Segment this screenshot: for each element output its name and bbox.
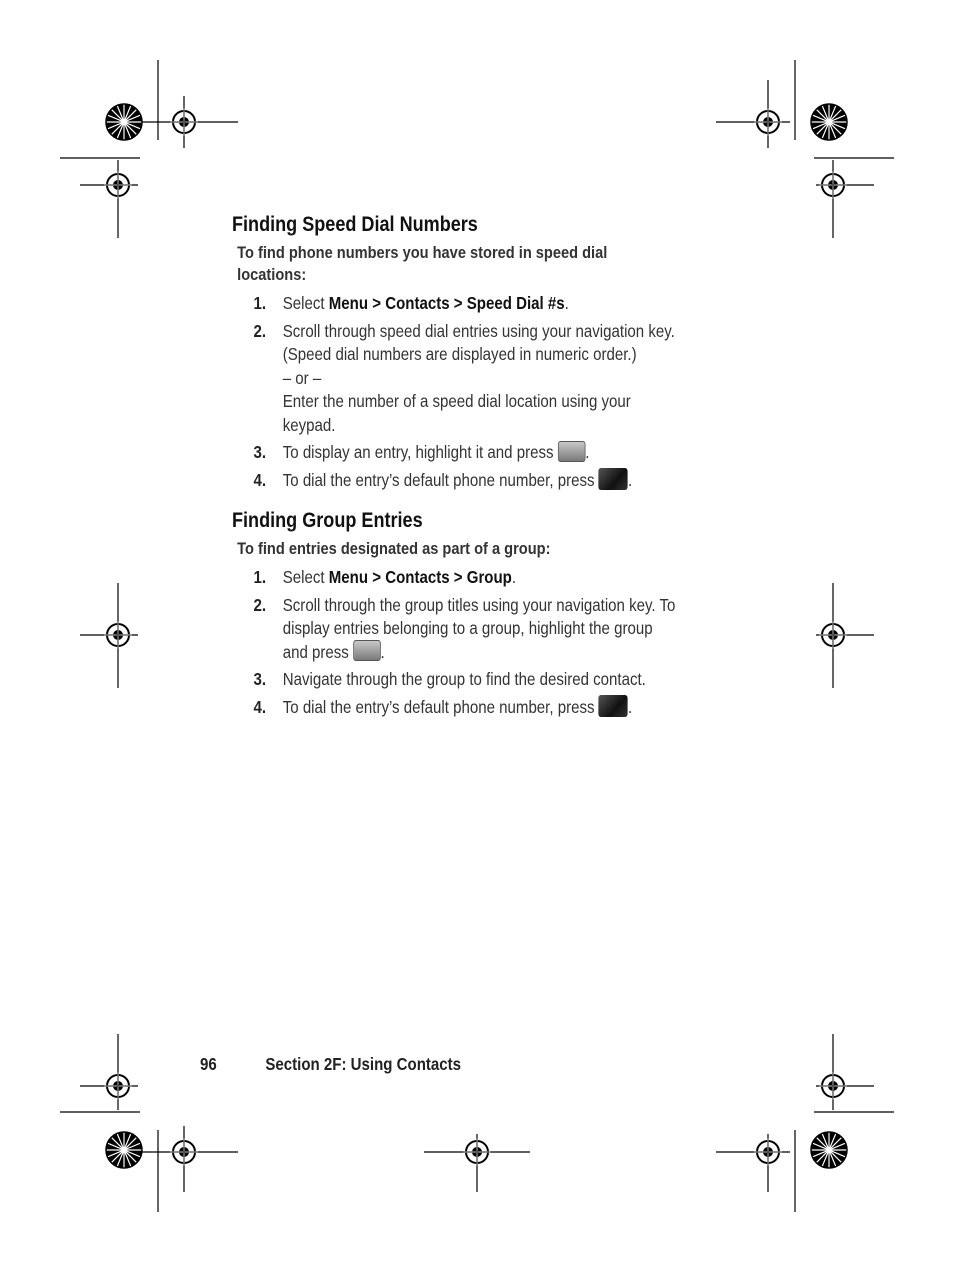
step-number: 1. [253, 293, 267, 313]
section-group-entries [232, 508, 679, 719]
step-number: 2. [253, 594, 267, 615]
step-number: 3. [253, 442, 267, 462]
step-number: 4. [253, 696, 267, 717]
step-text: To display an entry, highlight it and press [282, 442, 554, 462]
step-item [232, 668, 679, 692]
step-text-alt: Enter the number of a speed dial location using your keypad. [282, 391, 631, 435]
step-text: Select [282, 567, 329, 587]
step-item [232, 696, 679, 720]
step-text: To dial the entry’s default phone number, press [282, 696, 595, 717]
step-text: To dial the entry’s default phone number, press [282, 469, 595, 490]
section-heading: Finding Group Entries [232, 509, 423, 532]
page-footer [200, 1054, 461, 1075]
section-intro: To find entries designated as part of a group: [237, 539, 551, 558]
step-list [232, 566, 679, 719]
punctuation: . [585, 442, 590, 462]
talk-key-icon [599, 695, 628, 717]
step-item [232, 594, 679, 665]
punctuation: . [627, 469, 633, 490]
punctuation: . [511, 567, 517, 587]
step-item [232, 469, 679, 493]
step-number: 2. [253, 320, 267, 341]
or-separator: – or – [282, 367, 322, 388]
step-number: 4. [253, 469, 267, 490]
step-item [232, 320, 679, 438]
step-text: Select [282, 293, 329, 313]
section-title: Section 2F: Using Contacts [265, 1054, 462, 1074]
step-item [232, 441, 679, 465]
step-item [232, 292, 679, 316]
step-text: Scroll through the group titles using your navigation key. To display entries belonging to a group, highlight the group and press [282, 594, 676, 662]
step-item [232, 566, 679, 590]
menu-ok-key-icon [353, 640, 381, 661]
section-intro: To find phone numbers you have stored in speed dial locations: [237, 243, 608, 284]
menu-ok-key-icon [558, 441, 586, 462]
menu-path: Menu > Contacts > Group [328, 567, 512, 587]
punctuation: . [380, 641, 385, 662]
punctuation: . [627, 696, 633, 717]
page-number: 96 [200, 1054, 217, 1074]
step-text: Scroll through speed dial entries using your navigation key. (Speed dial numbers are displayed in numeric order.) [282, 320, 675, 364]
section-speed-dial [232, 212, 679, 492]
punctuation: . [564, 293, 569, 313]
step-number: 1. [253, 567, 267, 587]
step-number: 3. [253, 669, 267, 689]
menu-path: Menu > Contacts > Speed Dial #s [328, 293, 565, 313]
page-content [232, 212, 752, 723]
talk-key-icon [599, 468, 628, 490]
step-text: Navigate through the group to find the desired contact. [282, 669, 646, 689]
section-heading: Finding Speed Dial Numbers [232, 213, 478, 236]
step-list [232, 292, 679, 492]
